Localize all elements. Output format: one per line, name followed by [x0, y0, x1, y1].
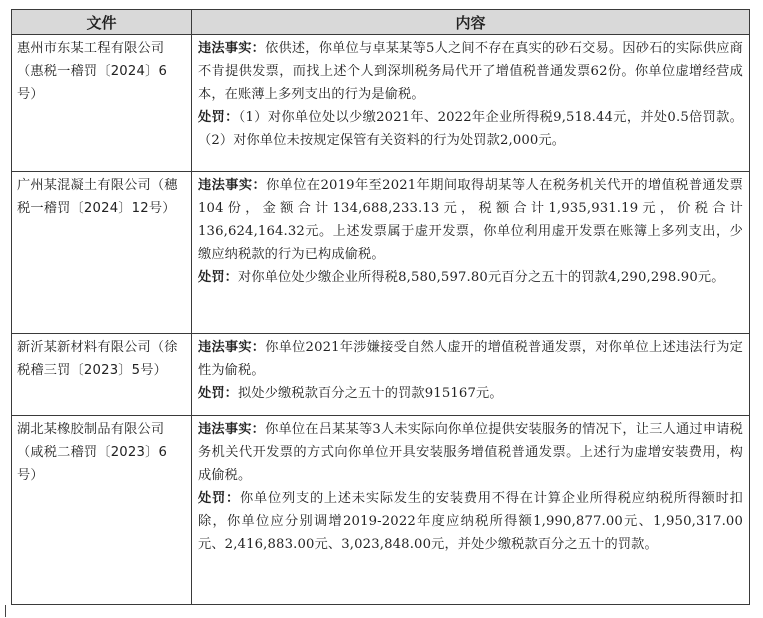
header-row	[12, 10, 750, 35]
content-cell	[192, 334, 750, 416]
penalty-paragraph	[198, 266, 743, 289]
facts-paragraph	[198, 336, 743, 382]
penalty-text: 对你单位处少缴企业所得税8,580,597.80元百分之五十的罚款4,290,298.90元。	[238, 270, 725, 285]
file-cell: 湖北某橡胶制品有限公司（咸税二稽罚〔2023〕6号）	[12, 416, 192, 605]
penalty-text: （1）对你单位处以少缴2021年、2022年企业所得税9,518.44元，并处0.5倍罚款。（2）对你单位未按规定保管有关资料的行为处罚款2,000元。	[198, 110, 744, 148]
table-row	[12, 416, 750, 605]
text-cursor-mark	[5, 605, 6, 617]
content-cell	[192, 172, 750, 334]
facts-label: 违法事实：	[198, 41, 266, 56]
penalty-paragraph	[198, 382, 743, 405]
content-cell	[192, 35, 750, 172]
penalty-label: 处罚：	[198, 110, 239, 125]
case-table	[11, 9, 750, 605]
facts-paragraph	[198, 418, 743, 487]
content-cell	[192, 416, 750, 605]
file-cell: 广州某混凝土有限公司（穗税一稽罚〔2024〕12号）	[12, 172, 192, 334]
table-row	[12, 334, 750, 416]
penalty-text: 你单位列支的上述未实际发生的安装费用不得在计算企业所得税应纳税所得额时扣除，你单位应分别调增2019-2022年度应纳税所得额1,990,877.00元、1,950,317.00元、2,416,883.00元、3,023,848.00元，并处少缴税款百分之五十的罚款。	[198, 491, 743, 552]
penalty-paragraph	[198, 106, 743, 152]
column-header-file: 文件	[12, 10, 192, 35]
table-row	[12, 35, 750, 172]
penalty-text: 拟处少缴税款百分之五十的罚款915167元。	[238, 386, 503, 401]
penalty-label: 处罚：	[198, 270, 239, 285]
penalty-label: 处罚：	[198, 491, 240, 506]
facts-label: 违法事实：	[198, 340, 266, 355]
penalty-paragraph	[198, 487, 743, 556]
facts-text: 你单位在2019年至2021年期间取得胡某等人在税务机关代开的增值税普通发票104份，金额合计134,688,233.13元，税额合计1,935,931.19元，价税合计136,624,164.32元。上述发票属于虚开发票，你单位利用虚开发票在账簿上多列支出，少缴应纳税款的行为已构成偷税。	[198, 178, 743, 262]
facts-paragraph	[198, 37, 743, 106]
file-cell: 新沂某新材料有限公司（徐税稽三罚〔2023〕5号）	[12, 334, 192, 416]
facts-text: 依供述，你单位与卓某某等5人之间不存在真实的砂石交易。因砂石的实际供应商不肯提供发票，而找上述个人到深圳税务局代开了增值税普通发票62份。你单位虚增经营成本，在账薄上多列支出的行为是偷税。	[198, 41, 743, 102]
table-row	[12, 172, 750, 334]
facts-label: 违法事实：	[198, 178, 267, 193]
penalty-label: 处罚：	[198, 386, 239, 401]
facts-text: 你单位在吕某某等3人未实际向你单位提供安装服务的情况下，让三人通过申请税务机关代开发票的方式向你单位开具安装服务增值税普通发票。上述行为虚增安装费用，构成偷税。	[198, 422, 743, 483]
facts-label: 违法事实：	[198, 422, 266, 437]
facts-paragraph	[198, 174, 743, 266]
file-cell: 惠州市东某工程有限公司（惠税一稽罚〔2024〕6号）	[12, 35, 192, 172]
column-header-content: 内容	[192, 10, 750, 35]
facts-text: 你单位2021年涉嫌接受自然人虚开的增值税普通发票，对你单位上述违法行为定性为偷税。	[198, 340, 744, 378]
